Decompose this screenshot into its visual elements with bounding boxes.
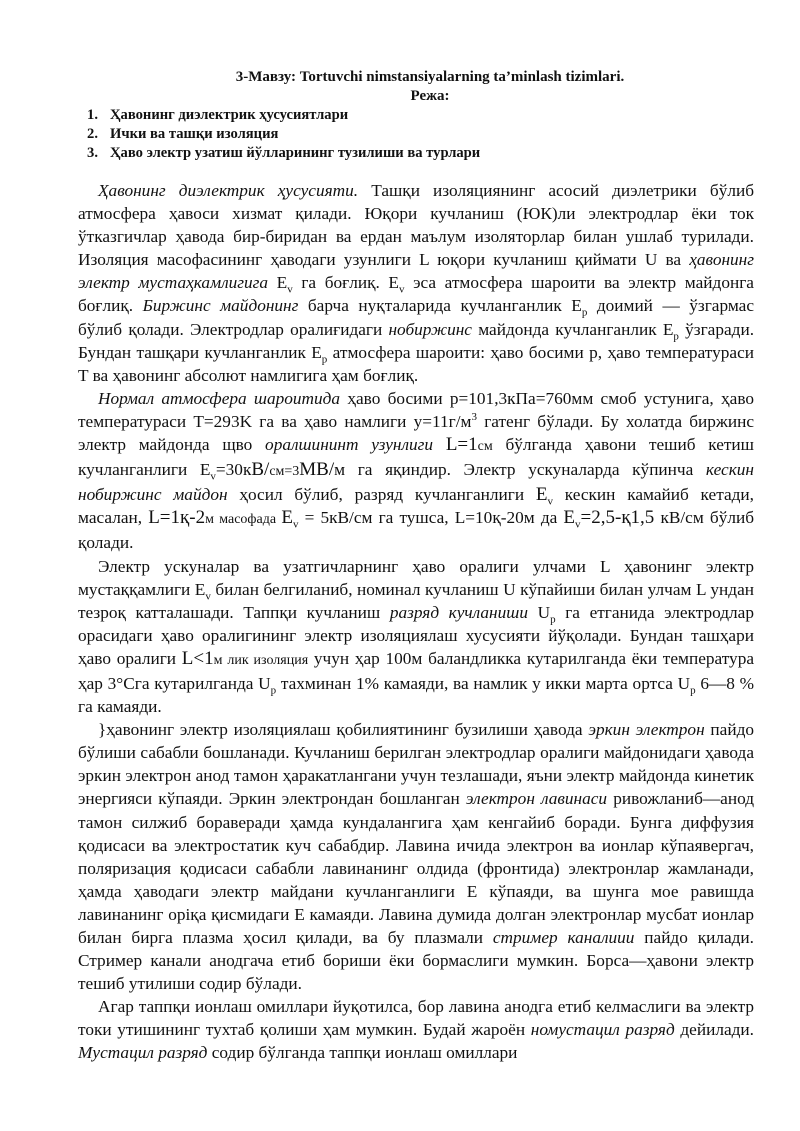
subscript: v (210, 470, 216, 483)
plan-item (78, 125, 754, 144)
term: Мустацил разряд (78, 1043, 208, 1063)
text: тахминан 1% камаяди, ва намлик у икки марта ортса U (276, 673, 691, 693)
text: билан белгиланиб, номинал кучланиш U кўпайиши билан улчам L ундан тезроқ катталашади. Таппқи кучланиш (78, 579, 754, 622)
text: бўлганда ҳавони тешиб кетиш кучланганлиги E (78, 435, 754, 480)
subscript: p (321, 353, 328, 366)
paragraph-breakdown (78, 718, 754, 995)
text: кВ/см бўлиб қолади. (78, 508, 754, 553)
text: доимий — ўзгармас бўлиб қолади. Электродлар оралиғидаги (78, 296, 754, 339)
text: м лик изоляция (213, 652, 309, 668)
term: разряд кучланиши (389, 602, 528, 622)
subscript: p (690, 684, 696, 697)
text: L=1 (445, 434, 478, 456)
paragraph-air-gap (78, 555, 754, 719)
text: га етганида электродлар орасидаги ҳаво оралигининг электр изоляциялаш хусусияти йўқолади. Бундан ташҳари ҳаво оралиги (78, 602, 754, 668)
text: кескин камайиб кетади, масалан, (78, 485, 754, 528)
plan-item-number: 3. (87, 145, 98, 161)
text: L=1қ-2 (148, 507, 206, 529)
subscript: v (205, 590, 211, 603)
text: га боғлиқ. E (292, 273, 399, 293)
text: майдонда кучланганлик E (471, 319, 674, 339)
term: нобиржинс (388, 319, 472, 339)
text: атмосфера шароити: ҳаво босими p, ҳаво температураси T ва ҳавонинг абсолют намлигига ҳам боғлиқ. (78, 342, 754, 385)
subscript: v (575, 518, 581, 531)
superscript: 3 (471, 411, 477, 424)
plan-item (78, 106, 754, 125)
text: м га яқиндир. Электр ускуналарда кўпинча (334, 460, 706, 480)
text: содир бўлганда таппқи ионлаш омиллари (207, 1043, 518, 1063)
text: }ҳавонинг электр изоляциялаш қобилиятининг бузилиши ҳавода (98, 720, 589, 740)
term: Нормал атмосфера шароитида (98, 388, 341, 408)
subscript: v (547, 495, 553, 508)
document-title: 3-Мавзу: Tortuvchi nimstansiyalarning ta’minlash tizimlari. (235, 69, 625, 85)
text: см=3 (269, 464, 300, 480)
subscript: p (550, 613, 556, 626)
text: барча нуқталарида кучланганлик E (298, 296, 582, 316)
text: 6—8 % га камаяди. (78, 673, 754, 717)
text: дейилади. (674, 1020, 755, 1040)
text: ривожланиб—анод тамон силжиб бораверади ҳамда кундалангига ҳам кенгайиб боради. Бунга диффузия қодисаси ва электростатик куч сабабдир. Лавина ичида электрон ва ионлар кўпаявергач, поляризация қодисаси сабабли лавинанинг олдида (фронтида) электронлар жамланади, ҳамда ҳаводаги электр майдани кучланганлиги E кўпаяди, ва шунга мое равишда лавинанинг орiқа қисмидаги E камаяди. Лавина думида долган электронлар мусбат ионлар билан бирга плазма ҳосил қилади, ва бу плазмали (78, 789, 754, 947)
term: эркин электрон (588, 720, 705, 740)
text: пайдо қилади. Стример канали анодгача етиб бориши ёки бормаслиги мумкин. Борса—ҳавони электр тешиб утилиши содир бўлади. (78, 928, 754, 994)
plan-heading: Режа: (410, 88, 450, 104)
plan-item-number: 1. (87, 107, 98, 123)
term: кескин нобиржинс майдон (78, 460, 754, 505)
subscript: v (398, 283, 405, 296)
term: электрон лавинаси (465, 789, 608, 809)
plan-item-number: 2. (87, 126, 98, 142)
paragraph-normal-conditions (78, 387, 754, 555)
text: =30к (215, 460, 252, 480)
text: ҳосил бўлиб, разряд кучланганлиги (227, 485, 536, 505)
text: ҳаво босими p=101,3кПа=760мм смоб устунига, ҳаво температураси T=293K га ва ҳаво намлиги y=11г/м (78, 388, 755, 431)
plan-item (78, 144, 754, 163)
text: учун ҳар 100м баландликка кутарилганда ёки температура ҳар 3°Cга кутарилганда U (78, 648, 755, 693)
text: Электр ускуналар ва узатгичларнинг ҳаво оралиги улчами L ҳавонинг электр мустаққамлиги E (78, 556, 754, 599)
text: МВ/ (299, 459, 335, 481)
text: E (268, 273, 288, 293)
subscript: p (581, 306, 588, 319)
text: E (281, 507, 293, 529)
term: стример каналиии (492, 928, 635, 947)
paragraph-air-dielectric (78, 179, 754, 387)
text: =2,5-қ1,5 (580, 507, 655, 529)
text: L<1 (181, 647, 214, 669)
subscript: v (287, 283, 293, 296)
text: U (527, 602, 551, 622)
text: = 5кВ/см га тушса, L=10қ-20м да (298, 508, 564, 528)
term: ҳавонинг электр мустаҳкамлигига (78, 250, 754, 293)
subscript: v (292, 518, 299, 531)
plan-item-text: Ҳавонинг диэлектрик ҳусусиятлари (110, 107, 349, 123)
text: E (563, 507, 576, 529)
document-page (78, 68, 754, 1065)
term: Ҳавонинг диэлектрик ҳусусияти. (98, 181, 359, 200)
text: Ташқи изоляциянинг асосий диэлетрики бўлиб атмосфера ҳавоси хизмат қилади. Юқори кучланиш (ЮК)ли электродлар ёки ток ўтказгичлар ҳавода бир-биридан ва ердан маълум изоляторлар билан ушлаб турилади. Изоляция масофасининг ҳаводаги узунлиги L юқори кучланиш қиймати U ва (78, 181, 755, 270)
text: эса атмосфера шароити ва электр майдонга боғлиқ. (78, 273, 754, 316)
text: В/ (251, 459, 270, 481)
text: пайдо бўлиши сабабли бошланади. Кучланиш берилган электродлар оралиги майдонидаги ҳавода эркин электрон анод тамон ҳаракатлангани учун тезлашади, яъни электр майдонда кинетик энергияси кўпаяди. Эркин электрондан бошланган (78, 720, 754, 809)
plan-list (78, 106, 754, 163)
text: E (535, 484, 548, 506)
term: номустацил разряд (530, 1020, 675, 1040)
body-text (78, 179, 754, 1065)
text: см (477, 439, 493, 455)
text: ўзгаради. Бундан ташқари кучланганлик E (78, 319, 755, 362)
text: Агар таппқи ионлаш омиллари йуқотилса, бор лавина анодга етиб келмаслиги ва электр токи утишининг тухтаб қолиши ҳам мумкин. Будай жароён (78, 997, 754, 1040)
subscript: p (270, 684, 277, 697)
term: Биржинс майдонинг (142, 296, 299, 316)
plan-item-text: Ҳаво электр узатиш йўлларининг тузилиши ва турлари (110, 145, 481, 161)
text: гатенг бўлади. Бу холатда биржинс электр майдонда щво (78, 411, 755, 455)
term: оралшининт узунлиги (265, 435, 434, 455)
paragraph-discharge (78, 995, 754, 1064)
subscript: p (673, 330, 679, 343)
text: м масофада (205, 512, 282, 528)
plan-item-text: Ички ва ташқи изоляция (110, 126, 279, 142)
